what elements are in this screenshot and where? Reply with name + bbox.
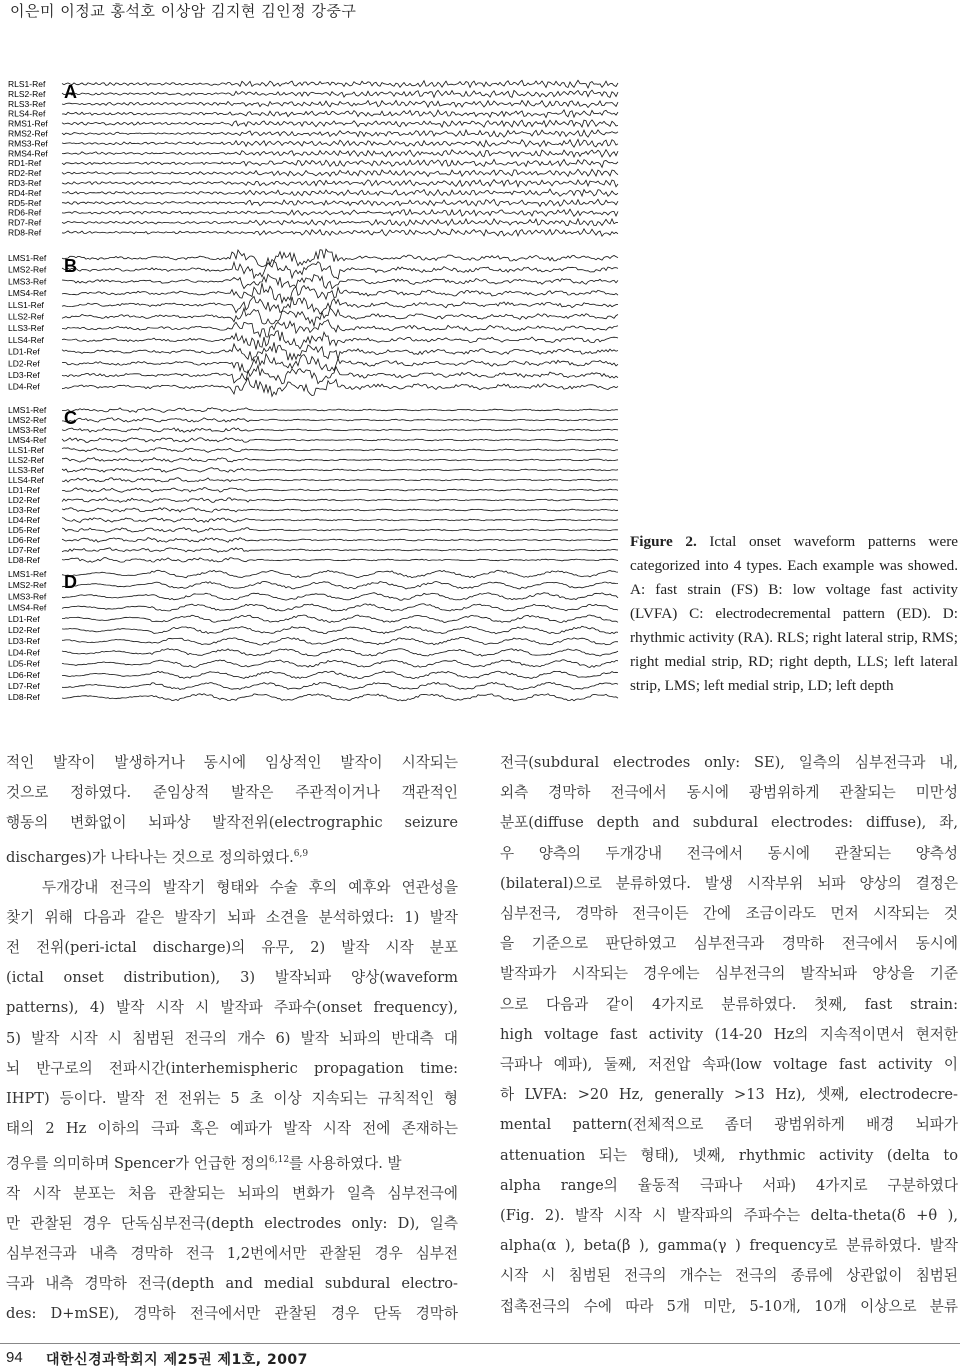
text-line: 심부전극과 내측 경막하 전극 1,2번에서만 관찰된 경우 심부전 (6, 1244, 458, 1262)
channel-label: RD2-Ref (8, 168, 42, 179)
channel-label: LLS3-Ref (8, 465, 44, 475)
left-column (6, 748, 458, 1330)
eeg-trace (62, 150, 618, 157)
text-line: 만 관찰된 경우 단독심부전극(depth electrodes only: D), 일측 (6, 1214, 458, 1232)
text-line: 태의 2 Hz 이하의 극파 혹은 예파가 발작 시작 전에 존재하는 (6, 1120, 458, 1138)
eeg-trace (62, 331, 618, 350)
footer-rule (0, 1343, 960, 1344)
eeg-trace (62, 80, 618, 88)
eeg-trace (62, 488, 618, 493)
channel-label: RLS1-Ref (8, 79, 46, 89)
channel-label: LD4-Ref (8, 515, 40, 525)
channel-label: LD7-Ref (8, 681, 40, 691)
eeg-trace (62, 478, 618, 482)
channel-label: LD2-Ref (8, 495, 40, 505)
eeg-trace (62, 365, 618, 384)
text-line: (bilateral)으로 분류하였다. 발생 시작부위 뇌파 양상의 결정은 (500, 874, 958, 892)
channel-label: LMS4-Ref (8, 435, 47, 445)
text-line: mental pattern(전체적으로 좀더 광범위하게 배경 뇌파가 (500, 1116, 958, 1134)
eeg-trace (62, 249, 618, 267)
eeg-trace (62, 274, 618, 288)
text-line: patterns), 4) 발작 시작 시 발작파 주파수(onset frequency), (6, 999, 458, 1017)
channel-label: LMS3-Ref (8, 425, 47, 435)
eeg-trace (62, 548, 618, 552)
text-line: 시작 시 침범된 전극의 개수는 전극의 종류에 상관없이 침범된 (500, 1267, 958, 1285)
eeg-trace (62, 438, 618, 443)
eeg-trace (62, 90, 618, 97)
channel-label: LMS1-Ref (8, 253, 47, 263)
eeg-trace (62, 428, 618, 432)
eeg-trace (62, 283, 618, 303)
text-line: 외측 경막하 전극에서 동시에 광범위하게 관찰되는 미만성 (500, 784, 958, 802)
channel-label: LD2-Ref (8, 358, 40, 369)
channel-label: LD1-Ref (8, 613, 40, 624)
eeg-trace (62, 139, 618, 147)
eeg-trace (62, 604, 618, 611)
channel-label: LLS1-Ref (8, 299, 44, 310)
figure-caption (630, 530, 958, 698)
channel-label: LLS1-Ref (8, 445, 44, 455)
channel-label: LD8-Ref (8, 692, 40, 703)
text-line: 우 양측의 두개강내 전극에서 동시에 관찰되는 양측성 (500, 844, 958, 862)
eeg-trace (62, 448, 618, 453)
running-header: 이은미 이정교 홍석호 이상암 김지현 김인정 강중구 (10, 2, 357, 20)
channel-label: LD4-Ref (8, 381, 40, 392)
eeg-trace (62, 180, 618, 187)
channel-label: RD3-Ref (8, 178, 42, 188)
channel-label: RMS2-Ref (8, 128, 48, 139)
channel-label: RD7-Ref (8, 217, 42, 228)
eeg-trace (62, 558, 618, 563)
journal-title: 대한신경과학회지 제25권 제1호, 2007 (46, 1352, 308, 1368)
text-line: 찾기 위해 다음과 같은 발작기 뇌파 소견을 분석하였다: 1) 발작 (6, 908, 458, 926)
text-line: 적인 발작이 발생하거나 동시에 임상적인 발작이 시작되는 (6, 754, 458, 771)
channel-label: LMS3-Ref (8, 591, 47, 602)
text-line: alpha range의 율동적 극파나 서파) 4가지로 구분하였다 (500, 1176, 958, 1194)
channel-label: LMS3-Ref (8, 276, 47, 287)
panel-letter: B (64, 256, 77, 276)
eeg-trace (62, 570, 618, 578)
channel-label: RLS3-Ref (8, 98, 46, 109)
text-line: IHPT) 등이다. 발작 전 전위는 5 초 이상 지속되는 규칙적인 형 (6, 1090, 458, 1108)
channel-label: LMS4-Ref (8, 288, 47, 299)
channel-label: LMS4-Ref (8, 602, 47, 613)
eeg-trace (62, 518, 618, 523)
text-line: 행동의 변화없이 뇌파상 발작전위(electrographic seizure (6, 814, 458, 832)
eeg-trace (62, 637, 618, 645)
channel-label: LMS2-Ref (8, 415, 47, 425)
eeg-trace (62, 694, 618, 701)
text-line: 심부전극, 경막하 전극이든 간에 조금이라도 먼저 시작되는 것 (500, 905, 958, 923)
eeg-trace (62, 110, 618, 118)
channel-label: RD5-Ref (8, 197, 42, 208)
text-line: (Fig. 2). 발작 시작 시 발작파의 주파수는 delta-theta(δ +θ ), (500, 1207, 958, 1225)
page-number: 94 (6, 1349, 23, 1366)
channel-label: LD2-Ref (8, 625, 40, 635)
channel-label: LD1-Ref (8, 485, 40, 495)
eeg-trace (62, 320, 618, 337)
text-line: 극과 내측 경막하 전극(depth and medial subdural electro- (6, 1275, 458, 1293)
eeg-trace (62, 130, 618, 137)
channel-label: RD6-Ref (8, 207, 42, 218)
text-line: 두개강내 전극의 발작기 형태와 수술 후의 예후와 연관성을 (42, 878, 458, 896)
text-line: 경우를 의미하며 Spencer가 언급한 정의$^{6,12}$를 사용하였다. 발 (6, 1154, 402, 1172)
channel-label: LD1-Ref (8, 346, 40, 357)
panel-letter: A (64, 82, 77, 102)
eeg-trace (62, 498, 618, 503)
channel-label: LD3-Ref (8, 636, 40, 647)
text-line: 것으로 정하였다. 준임상적 발작은 주관적이거나 객관적인 (6, 784, 458, 802)
reference-superscript: 6,12 (269, 1154, 290, 1165)
panel-letter: C (64, 408, 77, 428)
eeg-traces (0, 22, 620, 722)
reference-superscript: 6,9 (293, 848, 309, 859)
eeg-trace (62, 297, 618, 315)
text-line: high voltage fast activity (14-20 Hz의 지속적이면서 현저한 (500, 1025, 958, 1043)
caption-text: Ictal onset waveform patterns were categorized into 4 types. Each example was showed. A: fast strain (FS) B: low voltage fast activity (LVFA) C: electrodecremental pattern (ED). D: rhythmic activity (RA). RLS; right lateral strip, RMS; right medial strip, RD; right depth, LLS; left lateral strip, LMS; left medial strip, LD; left depth (630, 533, 959, 694)
text-line: 극파나 예파), 둘째, 저전압 속파(low voltage fast activity 이 (500, 1056, 958, 1074)
text-line: (ictal onset distribution), 3) 발작뇌파 양상(waveform (6, 969, 458, 987)
eeg-trace (62, 528, 618, 533)
channel-label: RLS4-Ref (8, 108, 46, 119)
text-line: 접촉전극의 수에 따라 5개 미만, 5-10개, 10개 이상으로 분류 (500, 1297, 958, 1315)
eeg-trace (62, 458, 618, 463)
eeg-trace (62, 615, 618, 622)
channel-label: RD4-Ref (8, 187, 42, 198)
eeg-trace (62, 408, 618, 413)
panel-letter: D (64, 572, 77, 592)
channel-label: LLS2-Ref (8, 311, 44, 322)
eeg-trace (62, 593, 618, 601)
channel-label: LMS2-Ref (8, 264, 47, 275)
channel-label: LD8-Ref (8, 555, 40, 565)
channel-label: LD3-Ref (8, 505, 40, 515)
channel-label: RMS3-Ref (8, 138, 48, 149)
eeg-trace (62, 582, 618, 590)
page-footer (0, 1343, 960, 1371)
eeg-trace (62, 378, 618, 397)
right-column (500, 748, 958, 1322)
text-line: 작 시작 분포는 처음 관찰되는 뇌파의 변화가 일측 심부전극에 (6, 1184, 458, 1202)
channel-label: LMS2-Ref (8, 580, 47, 591)
text-line: 을 기준으로 판단하였고 심부전극과 경막하 전극에서 동시에 (500, 935, 958, 953)
eeg-trace (62, 189, 618, 196)
channel-label: LD7-Ref (8, 545, 40, 555)
channel-label: RD8-Ref (8, 227, 42, 238)
eeg-trace (62, 120, 618, 127)
channel-label: RMS4-Ref (8, 148, 48, 159)
eeg-trace (62, 261, 618, 279)
channel-label: LD6-Ref (8, 669, 40, 680)
text-line: alpha(α ), beta(β ), gamma(γ ) frequency로 분류하였다. 발작 (500, 1237, 958, 1255)
text-line: des: D+mSE), 경막하 전극에서만 관찰된 경우 단독 경막하 (6, 1305, 458, 1323)
eeg-trace (62, 199, 618, 206)
channel-label: LMS1-Ref (8, 405, 47, 415)
eeg-trace (62, 308, 618, 326)
text-line: 발작파가 시작되는 경우에는 심부전극의 발작뇌파 양상을 기준 (500, 965, 958, 983)
channel-label: LLS3-Ref (8, 323, 44, 334)
eeg-trace (62, 682, 618, 689)
eeg-trace (62, 671, 618, 679)
channel-label: LLS2-Ref (8, 455, 44, 465)
text-line: attenuation 되는 형태), 넷째, rhythmic activity (delta to (500, 1146, 958, 1164)
text-line: 전극(subdural electrodes only: SE), 일측의 심부전극과 내, (500, 754, 958, 771)
text-line: 5) 발작 시작 시 침범된 전극의 개수 6) 발작 뇌파의 반대측 대 (6, 1029, 458, 1047)
channel-label: LMS1-Ref (8, 569, 47, 579)
channel-label: LLS4-Ref (8, 475, 44, 485)
eeg-trace (62, 660, 618, 668)
channel-label: LD3-Ref (8, 370, 40, 380)
channel-label: LLS4-Ref (8, 334, 44, 345)
text-line: 전 전위(peri-ictal discharge)의 유무, 2) 발작 시작 분포 (6, 939, 458, 957)
channel-label: LD6-Ref (8, 535, 40, 545)
eeg-trace (62, 342, 618, 360)
channel-label: RMS1-Ref (8, 118, 48, 129)
channel-label: LD4-Ref (8, 647, 40, 658)
eeg-trace (62, 159, 618, 167)
eeg-trace (62, 468, 618, 473)
eeg-trace (62, 418, 618, 422)
text-line: 으로 다음과 같이 4가지로 분류하였다. 첫째, fast strain: (500, 995, 958, 1013)
eeg-trace (62, 508, 618, 512)
text-line: discharges)가 나타나는 것으로 정의하였다.$^{6,9}$ (6, 848, 309, 866)
eeg-trace (62, 626, 618, 634)
channel-label: LD5-Ref (8, 658, 40, 669)
eeg-trace (62, 538, 618, 543)
eeg-trace (62, 209, 618, 216)
channel-label: RLS2-Ref (8, 88, 46, 99)
eeg-figure (0, 22, 620, 722)
text-line: 분포(diffuse depth and subdural electrodes: diffuse), 좌, (500, 814, 958, 832)
eeg-trace (62, 169, 618, 176)
eeg-trace (62, 354, 618, 372)
eeg-trace (62, 229, 618, 236)
eeg-trace (62, 100, 618, 107)
channel-label: RD1-Ref (8, 158, 42, 169)
text-line: 하 LVFA: >20 Hz, generally >13 Hz), 셋째, electrodecre- (500, 1086, 958, 1104)
eeg-trace (62, 219, 618, 226)
eeg-trace (62, 649, 618, 656)
caption-label: Figure 2. (630, 533, 697, 550)
channel-label: LD5-Ref (8, 525, 40, 535)
text-line: 뇌 반구로의 전파시간(interhemispheric propagation time: (6, 1059, 458, 1077)
